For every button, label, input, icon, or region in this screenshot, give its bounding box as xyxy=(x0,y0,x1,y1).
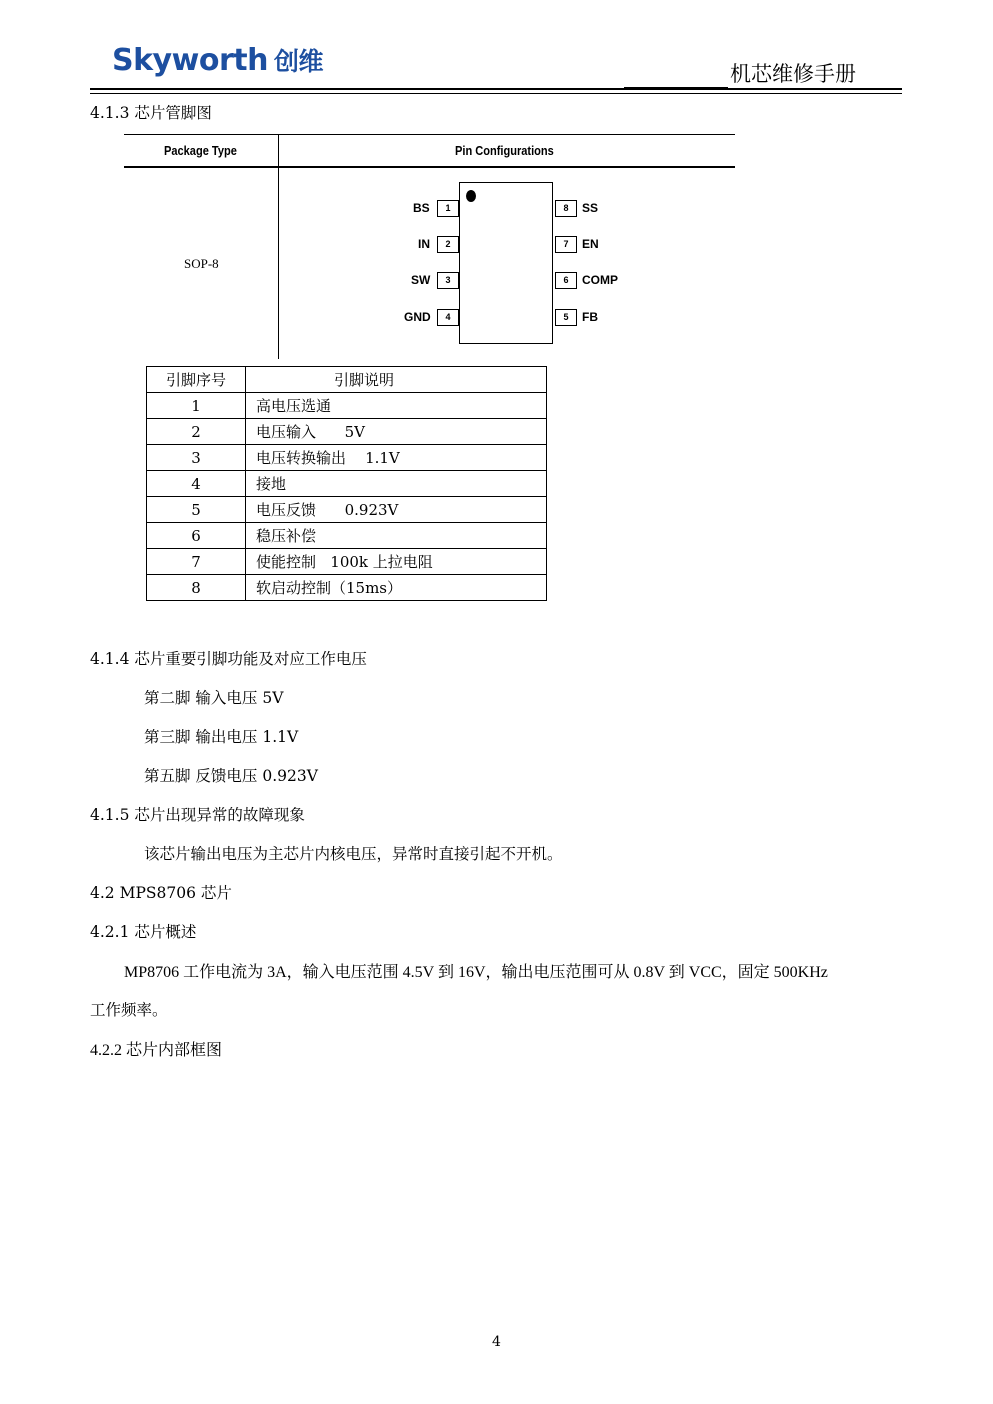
pin-label-ss: SS xyxy=(582,201,599,215)
pin-3-box: 3 xyxy=(437,272,459,289)
pin-number-cell: 4 xyxy=(147,471,246,497)
pin-number-cell: 2 xyxy=(147,419,246,445)
manual-title xyxy=(624,58,856,88)
pin-4-box: 4 xyxy=(437,309,459,326)
table-rule-top xyxy=(124,134,735,135)
package-name: SOP-8 xyxy=(184,256,219,271)
pin-description-cell: 软启动控制（15ms） xyxy=(246,575,547,601)
pin-config-header: Pin Configurations xyxy=(455,143,554,158)
pin-number-cell: 3 xyxy=(147,445,246,471)
section-heading-421: 4.2.1 芯片概述 xyxy=(90,923,197,941)
table-header-row xyxy=(147,367,547,393)
skyworth-logo xyxy=(112,42,323,78)
table-column-divider xyxy=(278,134,279,359)
pin-description-table xyxy=(146,366,547,601)
table-row xyxy=(147,523,547,549)
pin3-voltage-line: 第三脚 输出电压 1.1V xyxy=(144,728,299,746)
table-row xyxy=(147,393,547,419)
pin-label-fb: FB xyxy=(582,310,598,324)
pin-number-cell: 1 xyxy=(147,393,246,419)
pin-7-box: 7 xyxy=(555,236,577,253)
pin-1-box: 1 xyxy=(437,200,459,217)
pin-description-cell: 接地 xyxy=(246,471,547,497)
section-heading-415: 4.1.5 芯片出现异常的故障现象 xyxy=(90,806,305,824)
page-number: 4 xyxy=(492,1334,501,1350)
table-row xyxy=(147,549,547,575)
header-rule-thick xyxy=(90,88,902,90)
pin-2-box: 2 xyxy=(437,236,459,253)
pin-5-box: 5 xyxy=(555,309,577,326)
table-row xyxy=(147,471,547,497)
table-row xyxy=(147,445,547,471)
overview-line-1: MP8706 工作电流为 3A，输入电压范围 4.5V 到 16V，输出电压范围可从 0.8V 到 VCC，固定 500KHz xyxy=(124,964,828,981)
table-row xyxy=(147,497,547,523)
pin2-voltage-line: 第二脚 输入电压 5V xyxy=(144,689,284,707)
section-heading-414: 4.1.4 芯片重要引脚功能及对应工作电压 xyxy=(90,650,367,668)
logo-text-en: Skyworth xyxy=(112,43,268,78)
pin-description-cell: 使能控制 100k 上拉电阻 xyxy=(246,549,547,575)
overview-line-2: 工作频率。 xyxy=(90,1001,168,1019)
pin-label-bs: BS xyxy=(413,201,430,215)
header-rule-thin xyxy=(90,93,902,94)
pin1-marker-dot xyxy=(466,190,476,202)
package-type-header: Package Type xyxy=(164,143,237,158)
pin-description-cell: 电压输入 5V xyxy=(246,419,547,445)
pin5-voltage-line: 第五脚 反馈电压 0.923V xyxy=(144,767,318,785)
header-pin-number: 引脚序号 xyxy=(147,367,246,393)
pin-6-box: 6 xyxy=(555,272,577,289)
header-pin-description: 引脚说明 xyxy=(246,367,547,393)
section-heading-422: 4.2.2 芯片内部框图 xyxy=(90,1042,223,1059)
pin-description-cell: 电压转换输出 1.1V xyxy=(246,445,547,471)
section-heading-413: 4.1.3 芯片管脚图 xyxy=(90,104,212,122)
section-heading-42: 4.2 MPS8706 芯片 xyxy=(90,884,232,902)
pin-label-en: EN xyxy=(582,237,599,251)
pin-label-sw: SW xyxy=(411,273,431,287)
pin-number-cell: 8 xyxy=(147,575,246,601)
title-blank-line xyxy=(624,67,728,88)
pin-8-box: 8 xyxy=(555,200,577,217)
pin-number-cell: 5 xyxy=(147,497,246,523)
pin-number-cell: 6 xyxy=(147,523,246,549)
table-row xyxy=(147,575,547,601)
pin-label-in: IN xyxy=(418,237,430,251)
manual-title-text: 机芯维修手册 xyxy=(730,62,856,86)
pin-description-cell: 稳压补偿 xyxy=(246,523,547,549)
table-row xyxy=(147,419,547,445)
logo-text-cn: 创维 xyxy=(273,47,323,76)
pin-label-gnd: GND xyxy=(404,310,431,324)
ic-body xyxy=(459,182,553,344)
pin-label-comp: COMP xyxy=(582,273,618,287)
pin-number-cell: 7 xyxy=(147,549,246,575)
pin-description-cell: 电压反馈 0.923V xyxy=(246,497,547,523)
pin-description-cell: 高电压选通 xyxy=(246,393,547,419)
fault-description: 该芯片输出电压为主芯片内核电压，异常时直接引起不开机。 xyxy=(144,845,563,863)
table-rule-header xyxy=(124,166,735,168)
